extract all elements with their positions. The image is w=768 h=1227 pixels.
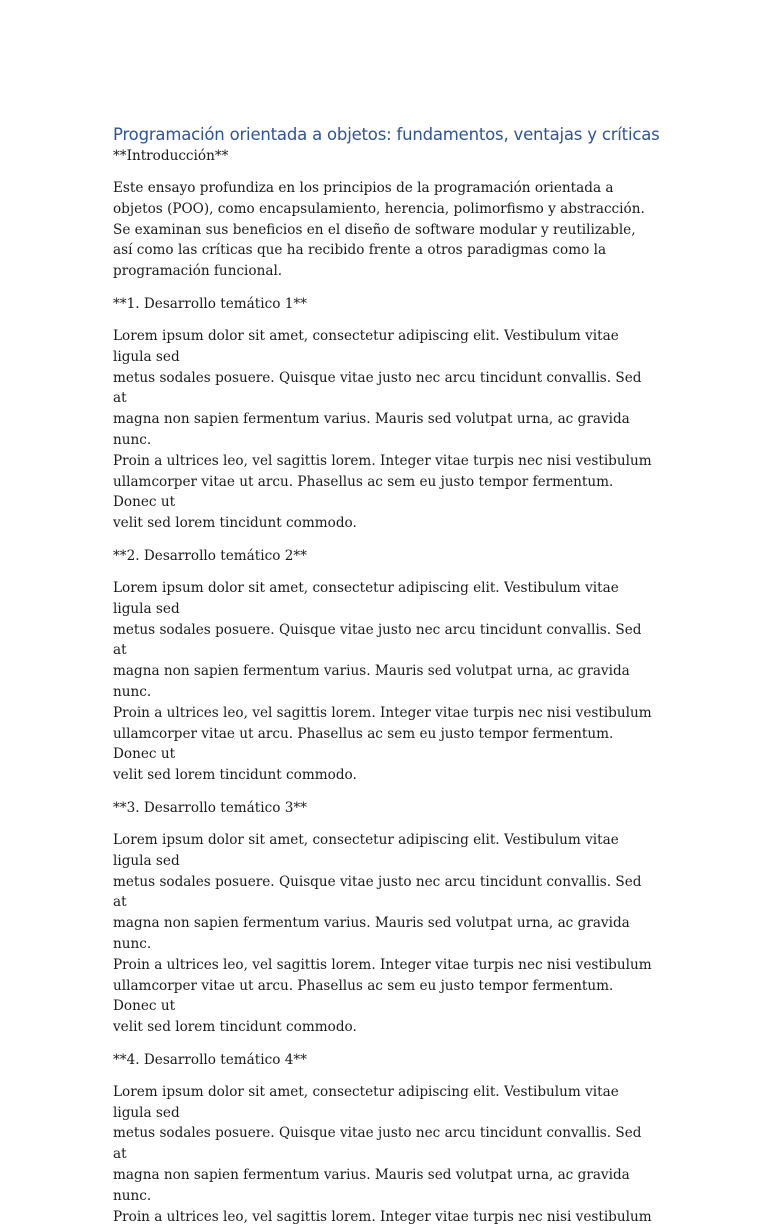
paragraph-line: Lorem ipsum dolor sit amet, consectetur adipiscing elit. Vestibulum vitae ligula sed xyxy=(113,327,619,365)
intro-paragraph: Este ensayo profundiza en los principios de la programación orientada a objetos (POO), como encapsulamiento, herencia, polimorfismo y abstracción. Se examinan sus beneficios en el diseño de software modular y reutilizable, así como las críticas que ha recibido frente a otros paradigmas como la programación funcional. xyxy=(113,180,645,280)
paragraph-line: magna non sapien fermentum varius. Mauris sed volutpat urna, ac gravida nunc. xyxy=(113,411,630,448)
section-paragraph-3 xyxy=(113,830,653,1038)
document-body xyxy=(113,124,660,1227)
paragraph-line: Proin a ultrices leo, vel sagittis lorem. Integer vitae turpis nec nisi vestibulum xyxy=(113,452,652,469)
section-heading-2: **2. Desarrollo temático 2** xyxy=(113,547,307,564)
paragraph-line: metus sodales posuere. Quisque vitae justo nec arcu tincidunt convallis. Sed at xyxy=(113,621,642,659)
section-heading-3: **3. Desarrollo temático 3** xyxy=(113,799,307,816)
paragraph-line: magna non sapien fermentum varius. Mauris sed volutpat urna, ac gravida nunc. xyxy=(113,915,630,952)
paragraph-line: metus sodales posuere. Quisque vitae justo nec arcu tincidunt convallis. Sed at xyxy=(113,873,642,911)
paragraph-line: magna non sapien fermentum varius. Mauris sed volutpat urna, ac gravida nunc. xyxy=(113,1167,630,1204)
section-paragraph-4 xyxy=(113,1082,653,1227)
paragraph-line: Lorem ipsum dolor sit amet, consectetur adipiscing elit. Vestibulum vitae ligula sed xyxy=(113,831,619,869)
paragraph-line: ullamcorper vitae ut arcu. Phasellus ac sem eu justo tempor fermentum. Donec ut xyxy=(113,725,614,763)
section-heading-1: **1. Desarrollo temático 1** xyxy=(113,295,307,312)
paragraph-line: ullamcorper vitae ut arcu. Phasellus ac sem eu justo tempor fermentum. Donec ut xyxy=(113,977,614,1015)
section-heading-4: **4. Desarrollo temático 4** xyxy=(113,1051,307,1068)
paragraph-line: metus sodales posuere. Quisque vitae justo nec arcu tincidunt convallis. Sed at xyxy=(113,369,642,407)
paragraph-line: Proin a ultrices leo, vel sagittis lorem. Integer vitae turpis nec nisi vestibulum xyxy=(113,956,652,973)
paragraph-line: Lorem ipsum dolor sit amet, consectetur adipiscing elit. Vestibulum vitae ligula sed xyxy=(113,1083,619,1121)
paragraph-line: Proin a ultrices leo, vel sagittis lorem. Integer vitae turpis nec nisi vestibulum xyxy=(113,704,652,721)
intro-heading: **Introducción** xyxy=(113,148,229,164)
paragraph-line: velit sed lorem tincidunt commodo. xyxy=(113,1019,357,1036)
paragraph-line: ullamcorper vitae ut arcu. Phasellus ac sem eu justo tempor fermentum. Donec ut xyxy=(113,473,614,511)
paragraph-line: metus sodales posuere. Quisque vitae justo nec arcu tincidunt convallis. Sed at xyxy=(113,1125,642,1163)
section-paragraph-1 xyxy=(113,326,653,534)
paragraph-line: magna non sapien fermentum varius. Mauris sed volutpat urna, ac gravida nunc. xyxy=(113,663,630,700)
section-paragraph-2 xyxy=(113,578,653,786)
paragraph-line: velit sed lorem tincidunt commodo. xyxy=(113,767,357,784)
paragraph-line: Lorem ipsum dolor sit amet, consectetur adipiscing elit. Vestibulum vitae ligula sed xyxy=(113,579,619,617)
document-title: Programación orientada a objetos: fundamentos, ventajas y críticas xyxy=(113,125,660,144)
paragraph-line: Proin a ultrices leo, vel sagittis lorem. Integer vitae turpis nec nisi vestibulum xyxy=(113,1208,652,1225)
paragraph-line: velit sed lorem tincidunt commodo. xyxy=(113,515,357,532)
